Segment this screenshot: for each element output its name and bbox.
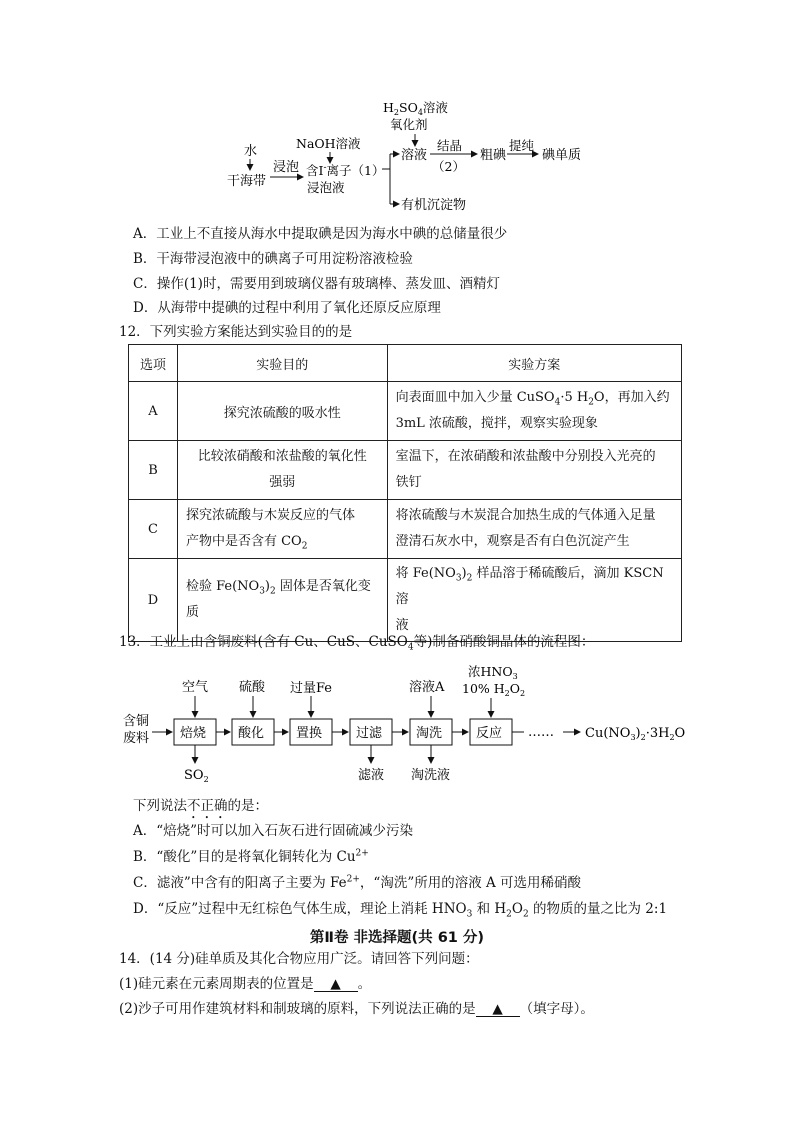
iodide-solution-label: 含I-离子（1） xyxy=(306,163,385,178)
row-goal: 比较浓硝酸和浓盐酸的氧化性 强弱 xyxy=(177,441,387,500)
q13-option-a: A．“焙烧”时可以加入石灰石进行固硫减少污染 xyxy=(133,823,414,839)
section-title: 第Ⅱ卷 非选择题(共 61 分) xyxy=(309,930,485,946)
q13-option-c: C．滤液”中含有的阳离子主要为 $Fe^{2+}$，“淘洗”所用的溶液 A 可选用稀硝酸 xyxy=(133,874,582,891)
q13-substem: 下列说法不正确的是： xyxy=(133,798,268,814)
air-label: 空气 xyxy=(182,680,209,695)
so2-label: $SO_2$ xyxy=(184,768,209,784)
soak-liquid-label: 浸泡液 xyxy=(307,180,345,195)
q11-option-a: A．工业上不直接从海水中提取碘是因为海水中碘的总储量很少 xyxy=(133,226,508,242)
header-plan: 实验方案 xyxy=(387,345,681,382)
roast-label: 焙烧 xyxy=(180,726,207,741)
row-goal: 探究浓硫酸与木炭反应的气体 产物中是否含有 $CO_2$ xyxy=(177,500,387,559)
row-plan: 将浓硫酸与木炭混合加热生成的气体通入足量 澄清石灰水中，观察是否有白色沉淀产生 xyxy=(387,500,681,559)
ellipsis: …… xyxy=(528,725,554,740)
water-label: 水 xyxy=(244,144,258,159)
row-plan: 将 $Fe(NO_3)_2$ 样品溶于稀硫酸后，滴加 KSCN 溶 液 xyxy=(387,559,681,642)
iodine-extraction-flowchart xyxy=(215,96,635,214)
operation-2-label: （2） xyxy=(432,159,465,174)
q12-stem: 12．下列实验方案能达到实验目的的是 xyxy=(119,324,353,340)
crystallize-label: 结晶 xyxy=(437,138,463,153)
row-plan: 室温下，在浓硝酸和浓盐酸中分别投入光亮的 铁钉 xyxy=(387,441,681,500)
table-row xyxy=(129,500,682,559)
h2o2-label: 10% $H_2O_2$ xyxy=(462,681,526,698)
kelp-label: 干海带 xyxy=(227,174,267,189)
q11-option-c: C．操作(1)时，需要用到玻璃仪器有玻璃棒、蒸发皿、酒精灯 xyxy=(133,276,500,292)
q14-part-2: (2)沙子可用作建筑材料和制玻璃的原料，下列说法正确的是 ▲ （填字母）。 xyxy=(119,1001,594,1017)
row-goal: 探究浓硫酸的吸水性 xyxy=(177,382,387,441)
soak-label: 浸泡 xyxy=(273,160,300,175)
q14-part-1: (1)硅元素在元素周期表的位置是 ▲ 。 xyxy=(119,976,372,992)
table-header-row xyxy=(129,345,682,382)
wash-liquid-label: 淘洗液 xyxy=(411,768,451,783)
sulfuric-acid-label: 硫酸 xyxy=(239,680,266,695)
purify-label: 提纯 xyxy=(509,138,535,153)
row-option: D xyxy=(129,559,178,642)
acidify-label: 酸化 xyxy=(238,726,265,741)
table-row xyxy=(129,382,682,441)
row-option: B xyxy=(129,441,178,500)
naoh-label: NaOH溶液 xyxy=(296,136,361,151)
header-option: 选项 xyxy=(129,345,178,382)
filter-label: 过滤 xyxy=(356,726,383,741)
row-goal: 检验 $Fe(NO_3)_2$ 固体是否氧化变 质 xyxy=(177,559,387,642)
row-option: C xyxy=(129,500,178,559)
q13-option-d: D．“反应”过程中无红棕色气体生成，理论上消耗 $HNO_3$ 和 $H_2O_2$ 的物质的量之比为 2:1 xyxy=(133,901,668,920)
product-label: $Cu(NO_3)_2\cdot 3H_2O$ xyxy=(585,726,686,742)
table-row xyxy=(129,559,682,642)
solution-a-label: 溶液A xyxy=(409,680,445,695)
row-plan: 向表面皿中加入少量 CuSO$_4$·5 $H_2O$，再加入约 3mL 浓硫酸，搅拌，观察实验现象 xyxy=(387,382,681,441)
q12-table xyxy=(128,344,682,642)
q14-stem: 14．(14 分)硅单质及其化合物应用广泛。请回答下列问题： xyxy=(119,951,479,967)
react-label: 反应 xyxy=(476,726,503,741)
table-row xyxy=(129,441,682,500)
iodine-product-label: 碘单质 xyxy=(542,148,582,163)
h2so4-label: $H_2SO_4$溶液 xyxy=(383,100,448,117)
copper-nitrate-flowchart xyxy=(118,660,698,790)
feed-label-1: 含铜 xyxy=(123,714,150,729)
header-goal: 实验目的 xyxy=(177,345,387,382)
crude-iodine-label: 粗碘 xyxy=(480,148,507,163)
oxidant-label: 氧化剂 xyxy=(390,117,428,132)
filtrate-label: 滤液 xyxy=(358,768,385,783)
q13-stem: 13．工业上由含铜废料(含有 Cu、CuS、CuSO$_4$等)制备硝酸铜晶体的流程图： xyxy=(119,634,595,653)
q13-option-b: B．“酸化”目的是将氧化铜转化为 $Cu^{2+}$ xyxy=(133,848,369,865)
organic-precipitate-label: 有机沉淀物 xyxy=(401,198,467,213)
feed-label-2: 废料 xyxy=(123,731,150,746)
q11-option-d: D．从海带中提碘的过程中利用了氧化还原反应原理 xyxy=(133,300,441,316)
replace-label: 置换 xyxy=(296,726,323,741)
solution-label: 溶液 xyxy=(401,148,428,163)
conc-hno3-label: 浓$HNO_3$ xyxy=(468,664,518,681)
row-option: A xyxy=(129,382,178,441)
wash-label: 淘洗 xyxy=(416,726,443,741)
excess-fe-label: 过量Fe xyxy=(290,681,333,696)
answer-blank[interactable]: ▲ xyxy=(476,1002,520,1017)
q11-option-b: B．干海带浸泡液中的碘离子可用淀粉溶液检验 xyxy=(133,251,413,267)
answer-blank[interactable]: ▲ xyxy=(314,977,358,992)
